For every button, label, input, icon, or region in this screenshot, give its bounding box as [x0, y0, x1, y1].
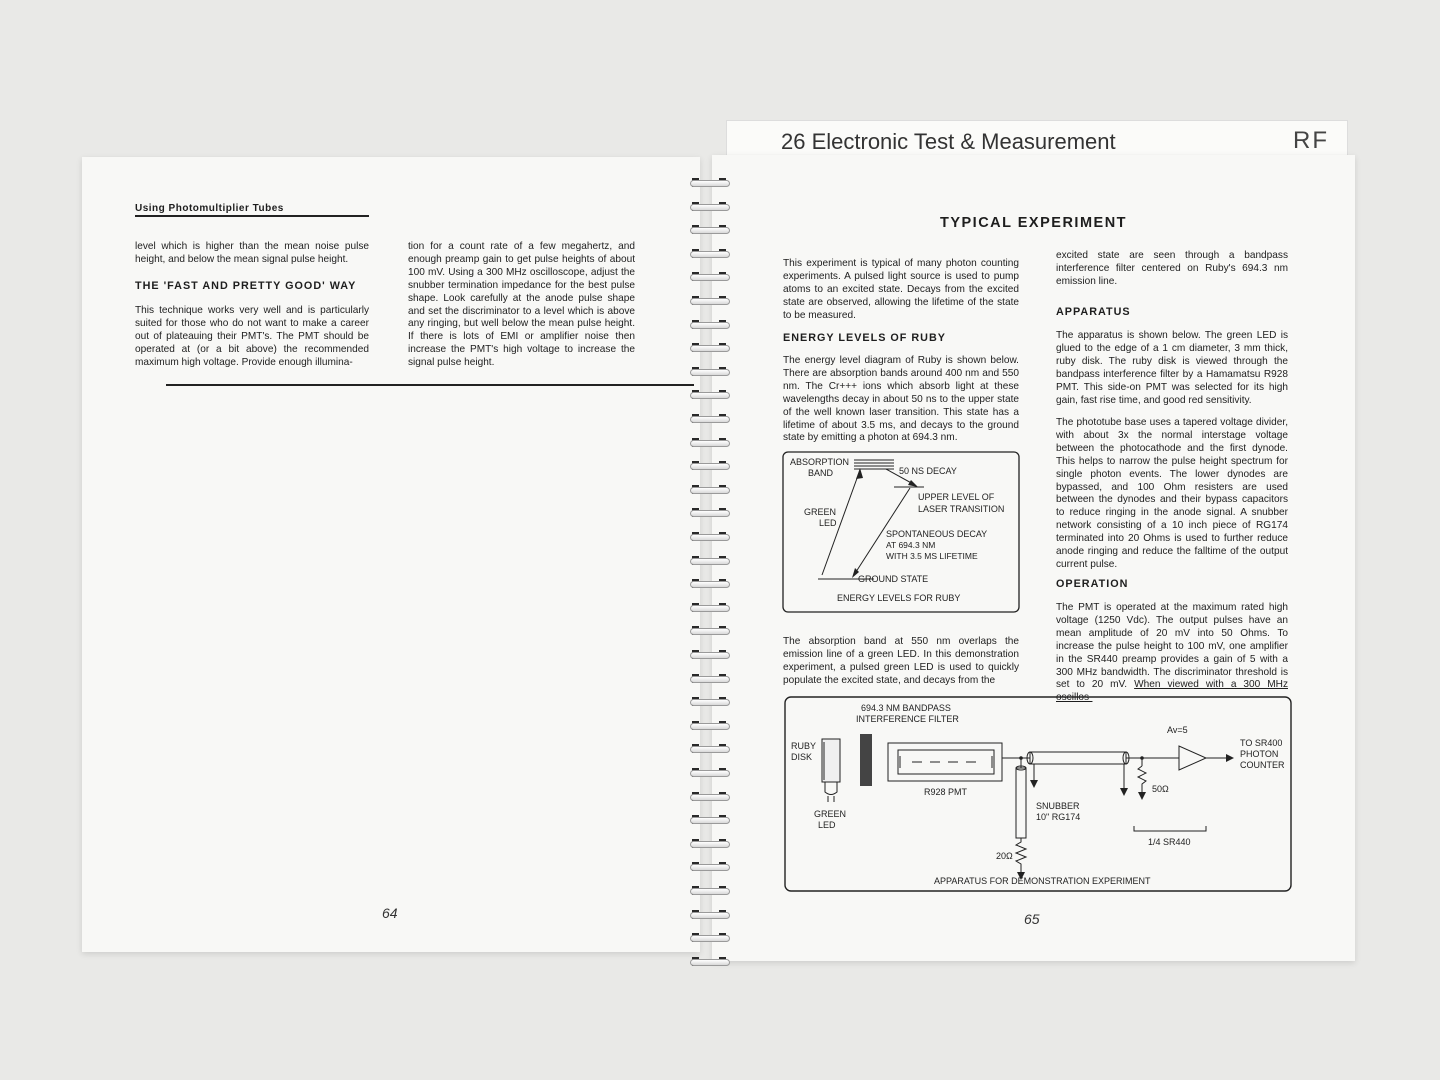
- binding-coil: [690, 414, 728, 423]
- page-title: TYPICAL EXPERIMENT: [939, 215, 1128, 231]
- right-col2-para3: The phototube base uses a tapered voltage divider, with about 3x the normal interstage voltage between the photocathode and the first dynode. This helps to narrow the pulse height spectrum for single photon events. The lower dynodes are bypassed, and 100 Ohm resisters are used between the dynodes and their bypass capacitors to reduce ringing in the anode signal. A snubber network consisting of a 10 inch piece of RG174 terminated into 20 Ohms is used to further reduce anode ringing and reduce the falltime of the output current pulse.: [1056, 417, 1288, 570]
- left-page: [82, 157, 700, 952]
- binding-coil: [690, 225, 728, 234]
- spontaneous-label-1: SPONTANEOUS DECAY: [886, 529, 988, 539]
- binding-coil: [690, 485, 728, 494]
- left-col1-heading: THE 'FAST AND PRETTY GOOD' WAY: [135, 280, 357, 292]
- page-number-65: 65: [1024, 911, 1040, 927]
- binding-coil: [690, 650, 728, 659]
- binding-coil: [690, 839, 728, 848]
- binding-coil: [690, 674, 728, 683]
- behind-sheet-corner: RF: [1293, 127, 1329, 154]
- snubber-label-1: SNUBBER: [1036, 801, 1080, 811]
- behind-sheet-header: 26 Electronic Test & Measurement: [781, 129, 1116, 154]
- right-col1-para3: The absorption band at 550 nm overlaps the emission line of a green LED. In this demonstration experiment, a pulsed green LED is used to quickly populate the excited state, and decays from the: [783, 636, 1019, 686]
- apparatus-heading: APPARATUS: [1056, 306, 1131, 318]
- binding-coil: [690, 202, 728, 211]
- sr440-label: 1/4 SR440: [1148, 837, 1191, 847]
- binding-coil: [690, 815, 728, 824]
- upper-level-label-1: UPPER LEVEL OF: [918, 492, 995, 502]
- spontaneous-label-3: WITH 3.5 MS LIFETIME: [886, 551, 978, 561]
- upper-level-label-2: LASER TRANSITION: [918, 504, 1005, 514]
- right-page: [712, 155, 1355, 961]
- left-col1-para2: This technique works very well and is particularly suited for those who do not want to make a career out of plateauing their PMT's. The PMT should be operated at (or a bit above) the recommended maximum high voltage. Provide enough illumina-: [135, 305, 369, 368]
- snubber-label-2: 10" RG174: [1036, 812, 1081, 822]
- r20-label: 20Ω: [996, 851, 1013, 861]
- section-rule: [166, 384, 694, 386]
- binding-coil: [690, 296, 728, 305]
- filter-label-1: 694.3 NM BANDPASS: [861, 703, 951, 713]
- binding-coil: [690, 603, 728, 612]
- operation-text: The PMT is operated at the maximum rated high voltage (1250 Vdc). The output pulses have an mean amplitude of 20 mV into 50 Ohms. To increase the pulse height to 100 mV, one amplifier in the SR440 preamp provides a gain of 5 with a 300 MHz bandwidth. The discriminator threshold is set to 20 mV.: [1056, 602, 1288, 691]
- binding-coil: [690, 461, 728, 470]
- green-led-label-1: GREEN: [804, 507, 837, 517]
- binding-coil: [690, 249, 728, 258]
- binding-coil: [690, 792, 728, 801]
- binding-coil: [690, 343, 728, 352]
- operation-text-underlined: When viewed with a 300 MHz oscillos-: [1056, 679, 1288, 704]
- energy-diagram-caption: ENERGY LEVELS FOR RUBY: [837, 593, 961, 603]
- apparatus-caption: APPARATUS FOR DEMONSTRATION EXPERIMENT: [934, 876, 1151, 886]
- binding-coil: [690, 556, 728, 565]
- operation-heading: OPERATION: [1056, 578, 1129, 590]
- binding-coil: [690, 768, 728, 777]
- binding-coil: [690, 886, 728, 895]
- absorption-band-label-2: BAND: [808, 468, 834, 478]
- binding-coil: [690, 933, 728, 942]
- binding-coil: [690, 579, 728, 588]
- binding-coil: [690, 744, 728, 753]
- binding-coil: [690, 532, 728, 541]
- page-number-64: 64: [382, 905, 398, 921]
- binding-coil: [690, 697, 728, 706]
- binding-coil: [690, 910, 728, 919]
- right-col2-para2: The apparatus is shown below. The green LED is glued to the edge of a 1 cm diameter, 3 mm thick, ruby disk. The ruby disk is viewed through the bandpass interference filter by a Hamamatsu R928 PMT. This side-on PMT was selected for its high gain, fast rise time, and good red sensitivity.: [1056, 330, 1288, 406]
- binding-coil: [690, 178, 728, 187]
- green-led-label-bottom: LED: [818, 820, 836, 830]
- right-col1-para2: The energy level diagram of Ruby is shown below. There are absorption bands around 400 nm and 550 nm. The Cr+++ ions which absorb light at these wavelengths decay in about 50 ns to the upper state of the well known laser transition. This state has a lifetime of about 3.5 ms, and decays to the ground state by emitting a photon at 694.3 nm.: [783, 355, 1019, 444]
- right-col1-heading: ENERGY LEVELS OF RUBY: [783, 332, 946, 344]
- binding-coil: [690, 508, 728, 517]
- filter-label-2: INTERFERENCE FILTER: [856, 714, 959, 724]
- running-head-rule: [135, 215, 369, 217]
- gain-label: Av=5: [1167, 725, 1188, 735]
- binding-coil: [690, 390, 728, 399]
- pmt-label: R928 PMT: [924, 787, 968, 797]
- output-label-1: TO SR400: [1240, 738, 1283, 748]
- energy-level-diagram: [782, 451, 1020, 613]
- left-col2-para1: tion for a count rate of a few megahertz, and enough preamp gain to get pulse heights of about 100 mV. Using a 300 MHz oscilloscope, adjust the snubber termination impedance for the best pulse shape. Look carefully at the anode pulse shape and set the discriminator to a level which is above any ringing, but well below the mean pulse height. If there is lots of EMI or amplifier noise then increase the PMT's high voltage to increase the signal pulse height.: [408, 241, 635, 369]
- green-led-label-top: GREEN: [814, 809, 847, 819]
- binding-coil: [690, 367, 728, 376]
- binding-coil: [690, 957, 728, 966]
- absorption-band-label-1: ABSORPTION: [790, 457, 850, 467]
- binding-coil: [690, 272, 728, 281]
- right-col1-para1: This experiment is typical of many photon counting experiments. A pulsed light source is used to pump atoms to an excited state. Decays from the excited state are observed, allowing the lifetime of the state to be measured.: [783, 258, 1019, 321]
- binding-coil: [690, 320, 728, 329]
- output-label-3: COUNTER: [1240, 760, 1285, 770]
- r50-label: 50Ω: [1152, 784, 1169, 794]
- running-head: Using Photomultiplier Tubes: [135, 203, 284, 214]
- green-led-label-2: LED: [819, 518, 837, 528]
- binding-coil: [690, 626, 728, 635]
- binding-coil: [690, 438, 728, 447]
- binding-coil: [690, 862, 728, 871]
- ground-state-label: GROUND STATE: [858, 574, 929, 584]
- binding-coil: [690, 721, 728, 730]
- ruby-disk-label-1: RUBY: [791, 741, 817, 751]
- left-col1-para1: level which is higher than the mean noise pulse height, and below the mean signal pulse height.: [135, 241, 369, 265]
- right-col2-para1: excited state are seen through a bandpass interference filter centered on Ruby's 694.3 nm emission line.: [1056, 250, 1288, 287]
- apparatus-diagram: [784, 696, 1292, 892]
- output-label-2: PHOTON: [1240, 749, 1279, 759]
- ruby-disk-label-2: DISK: [791, 752, 813, 762]
- right-col2-para4: [1056, 602, 1288, 705]
- decay-50ns-label: 50 NS DECAY: [899, 466, 957, 476]
- spontaneous-label-2: AT 694.3 NM: [886, 540, 936, 550]
